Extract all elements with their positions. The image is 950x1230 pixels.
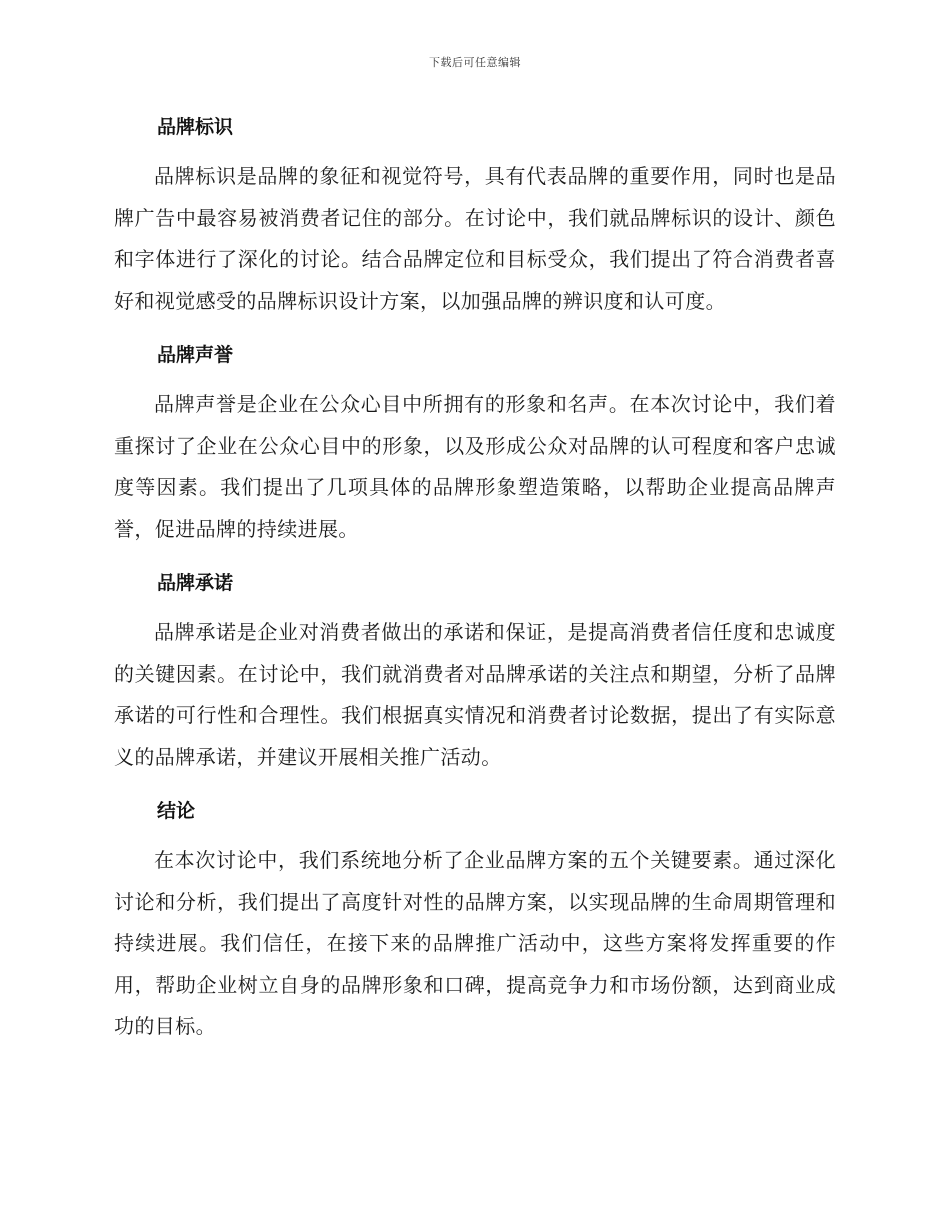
- section-brand-promise: [114, 562, 836, 778]
- section-brand-reputation: [114, 334, 836, 550]
- section-heading: 品牌标识: [157, 116, 234, 138]
- section-paragraph: 品牌声誉是企业在公众心目中所拥有的形象和名声。在本次讨论中，我们着重探讨了企业在公众心目中的形象，以及形成公众对品牌的认可程度和客户忠诚度等因素。我们提出了几项具体的品牌形象塑造策略，以帮助企业提高品牌声誉，促进品牌的持续进展。: [114, 392, 836, 541]
- section-heading: 结论: [157, 800, 196, 822]
- section-heading: 品牌声誉: [157, 344, 234, 366]
- section-paragraph: 品牌标识是品牌的象征和视觉符号，具有代表品牌的重要作用，同时也是品牌广告中最容易被消费者记住的部分。在讨论中，我们就品牌标识的设计、颜色和字体进行了深化的讨论。结合品牌定位和目标受众，我们提出了符合消费者喜好和视觉感受的品牌标识设计方案，以加强品牌的辨识度和认可度。: [114, 164, 836, 313]
- section-paragraph: 品牌承诺是企业对消费者做出的承诺和保证，是提高消费者信任度和忠诚度的关键因素。在讨论中，我们就消费者对品牌承诺的关注点和期望，分析了品牌承诺的可行性和合理性。我们根据真实情况和消费者讨论数据，提出了有实际意义的品牌承诺，并建议开展相关推广活动。: [114, 620, 836, 769]
- section-conclusion: [114, 790, 836, 1048]
- section-paragraph: 在本次讨论中，我们系统地分析了企业品牌方案的五个关键要素。通过深化讨论和分析，我们提出了高度针对性的品牌方案，以实现品牌的生命周期管理和持续进展。我们信任，在接下来的品牌推广活动中，这些方案将发挥重要的作用，帮助企业树立自身的品牌形象和口碑，提高竞争力和市场份额，达到商业成功的目标。: [114, 848, 836, 1038]
- document-content: [114, 106, 836, 1060]
- page-header-note: 下载后可任意编辑: [429, 56, 521, 69]
- section-heading: 品牌承诺: [157, 572, 234, 594]
- section-brand-identity: [114, 106, 836, 322]
